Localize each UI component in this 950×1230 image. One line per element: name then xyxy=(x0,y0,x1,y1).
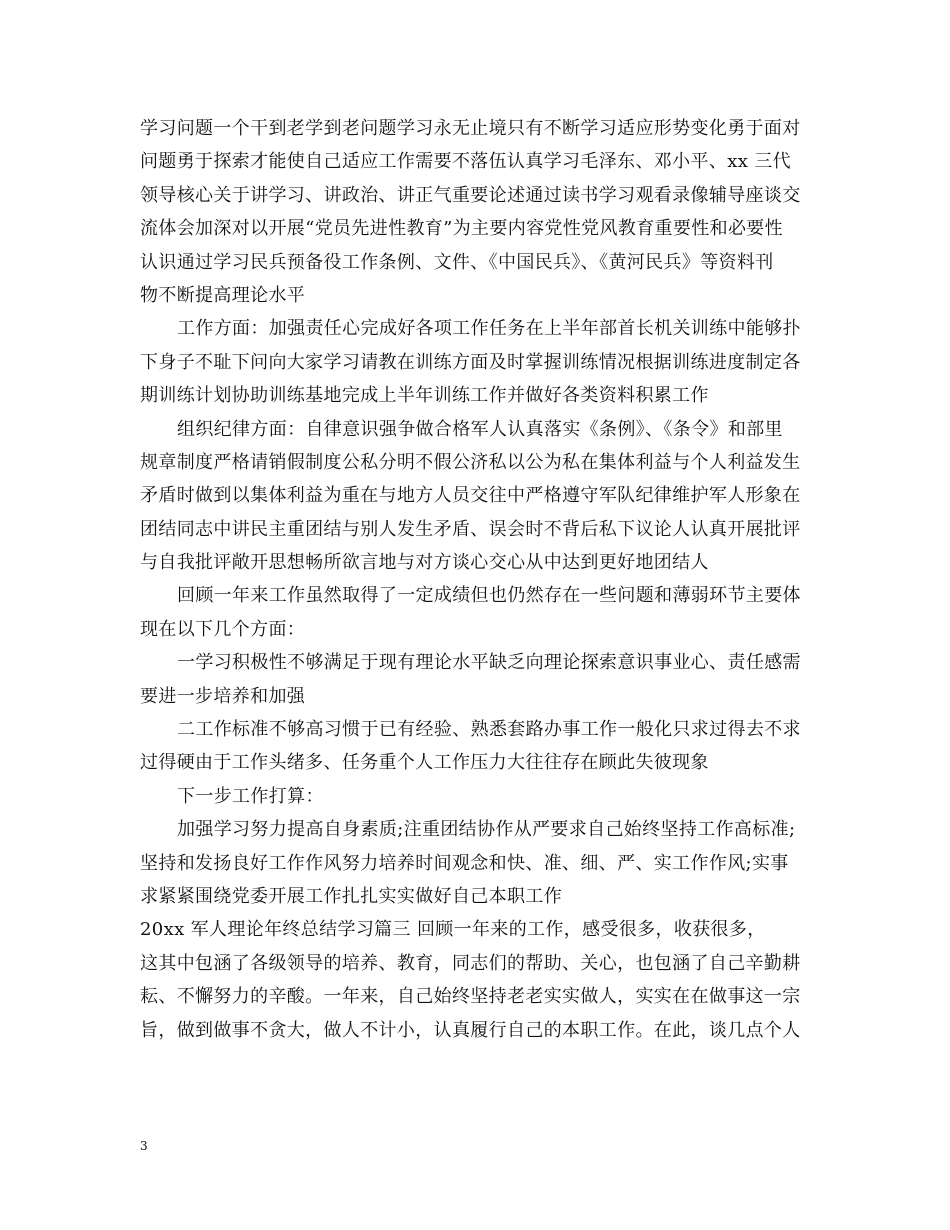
text-line: 过得硬由于工作头绪多、任务重个人工作压力大往往存在顾此失彼现象 xyxy=(140,752,709,774)
text-line: 流体会加深对以开展“党员先进性教育”为主要内容党性党风教育重要性和必要性 xyxy=(140,218,784,240)
text-line: 坚持和发扬良好工作作风努力培养时间观念和快、准、细、严、实工作作风;实事 xyxy=(140,852,789,874)
text-line: 要进一步培养和加强 xyxy=(140,685,306,707)
text-line: 团结同志中讲民主重团结与别人发生矛盾、误会时不背后私下议论人认真开展批评 xyxy=(140,518,801,540)
paragraph-first-line: 加强学习努力提高自身素质;注重团结协作从严要求自己始终坚持工作高标准; xyxy=(177,819,796,841)
text-line: 求紧紧围绕党委开展工作扎扎实实做好自己本职工作 xyxy=(140,885,563,907)
text-line: 旨，做到做事不贪大，做人不计小，认真履行自己的本职工作。在此，谈几点个人 xyxy=(140,1019,801,1041)
document-body xyxy=(140,112,820,1047)
text-line: 物不断提高理论水平 xyxy=(140,284,306,306)
text-line: 下身子不耻下问向大家学习请教在训练方面及时掌握训练情况根据训练进度制定各 xyxy=(140,351,801,373)
paragraph-first-line: 二工作标准不够高习惯于已有经验、熟悉套路办事工作一般化只求过得去不求 xyxy=(177,719,801,741)
text-line: 领导核心关于讲学习、讲政治、讲正气重要论述通过读书学习观看录像辅导座谈交 xyxy=(140,184,801,206)
paragraph-first-line: 组织纪律方面：自律意识强争做合格军人认真落实《条例》、《条令》和部里 xyxy=(177,418,783,440)
paragraph-first-line: 回顾一年来工作虽然取得了一定成绩但也仍然存在一些问题和薄弱环节主要体 xyxy=(177,585,801,607)
text-line: 期训练计划协助训练基地完成上半年训练工作并做好各类资料积累工作 xyxy=(140,385,709,407)
text-line: 与自我批评敞开思想畅所欲言地与对方谈心交心从中达到更好地团结人 xyxy=(140,552,709,574)
text-line: 矛盾时做到以集体利益为重在与地方人员交往中严格遵守军队纪律维护军人形象在 xyxy=(140,485,801,507)
text-line: 现在以下几个方面： xyxy=(140,618,306,640)
text-line: 认识通过学习民兵预备役工作条例、文件、《中国民兵》、《黄河民兵》等资料刊 xyxy=(140,251,774,273)
page-number: 3 xyxy=(140,1139,148,1153)
text-line: 规章制度严格请销假制度公私分明不假公济私以公为私在集体利益与个人利益发生 xyxy=(140,451,801,473)
text-line: 20xx 军人理论年终总结学习篇三 回顾一年来的工作，感受很多，收获很多， xyxy=(140,919,766,941)
text-line: 耘、不懈努力的辛酸。一年来，自己始终坚持老老实实做人，实实在在做事这一宗 xyxy=(140,986,801,1008)
text-line: 这其中包涵了各级领导的培养、教育，同志们的帮助、关心，也包涵了自己辛勤耕 xyxy=(140,952,801,974)
paragraph-first-line: 工作方面：加强责任心完成好各项工作任务在上半年部首长机关训练中能够扑 xyxy=(177,318,801,340)
text-line: 问题勇于探索才能使自己适应工作需要不落伍认真学习毛泽东、邓小平、xx 三代 xyxy=(140,151,791,173)
text-line: 学习问题一个干到老学到老问题学习永无止境只有不断学习适应形势变化勇于面对 xyxy=(140,118,801,139)
paragraph-first-line: 一学习积极性不够满足于现有理论水平缺乏向理论探索意识事业心、责任感需 xyxy=(177,652,801,674)
section-heading: 下一步工作打算： xyxy=(177,785,324,807)
